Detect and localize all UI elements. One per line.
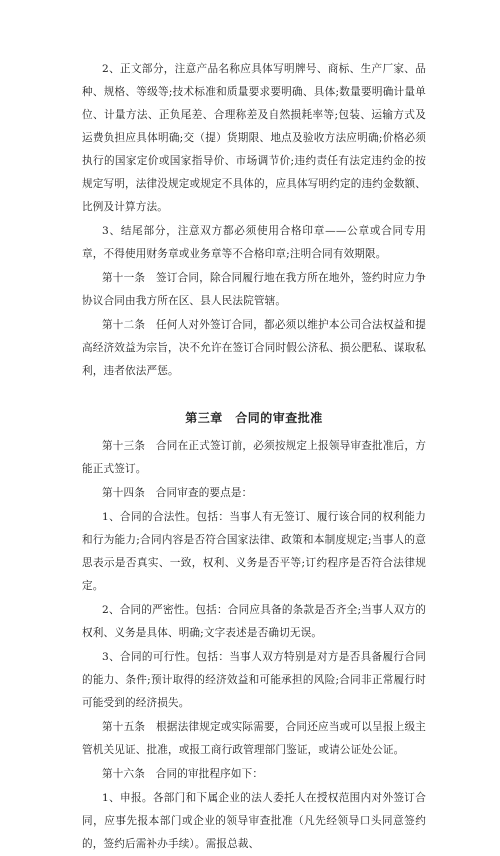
paragraph-contract-ending: 3、结尾部分，注意双方都必须使用合格印章——公章或合同专用章，不得使用财务章或业务章等不合格印章;注明合同有效期限。 [82, 225, 426, 260]
paragraph-application: 1、申报。各部门和下属企业的法人委托人在授权范围内对外签订合同，应事先报本部门或企业的领导审查批准（凡先经领导口头同意签约的，签约后需补办手续）。需报总裁、 [82, 792, 426, 850]
chapter-title: 第三章 合同的审查批准 [185, 411, 323, 425]
paragraph-article-13: 第十三条 合同在正式签订前，必须按规定上报领导审查批准后，方能正式签订。 [82, 440, 426, 475]
paragraph-contract-body: 2、正文部分，注意产品名称应具体写明牌号、商标、生产厂家、品种、规格、等级等;技术标准和质量要求要明确、具体;数量要明确计量单位、计量方法、正负尾差、合理称差及自然损耗率等;包装、运输方式及运费负担应具体明确;交（提）货期限、地点及验收方法应明确;价格必须执行的国家定价或国家指导价、市场调节价;违约责任有法定违约金的按规定写明，法律没规定或规定不具体的，应具体写明约定的违约金数额、比例及计算方法。 [82, 63, 426, 213]
paragraph-rigor: 2、合同的严密性。包括：合同应具备的条款是否齐全;当事人双方的权利、义务是具体、明确;文字表述是否确切无误。 [82, 604, 426, 639]
paragraph-article-15: 第十五条 根据法律规定或实际需要，合同还应当或可以呈报上级主管机关见证、批准，或报工商行政管理部门鉴证，或请公证处公证。 [82, 721, 426, 756]
paragraph-article-14: 第十四条 合同审查的要点是： [102, 487, 253, 499]
paragraph-article-16: 第十六条 合同的审批程序如下： [102, 768, 264, 780]
paragraph-article-11: 第十一条 签订合同，除合同履行地在我方所在地外，签约时应力争协议合同由我方所在区、县人民法院管辖。 [82, 272, 426, 307]
paragraph-legality: 1、合同的合法性。包括：当事人有无签订、履行该合同的权利能力和行为能力;合同内容是否符合国家法律、政策和本制度规定;当事人的意思表示是否真实、一致，权利、义务是否平等;订约程序是否符合法律规定。 [82, 511, 426, 592]
paragraph-feasibility: 3、合同的可行性。包括：当事人双方特别是对方是否具备履行合同的能力、条件;预计取得的经济效益和可能承担的风险;合同非正常履行时可能受到的经济损失。 [82, 651, 426, 709]
paragraph-article-12: 第十二条 任何人对外签订合同，都必须以维护本公司合法权益和提高经济效益为宗旨，决不允许在签订合同时假公济私、损公肥私、谋取私利，违者依法严惩。 [82, 319, 426, 377]
